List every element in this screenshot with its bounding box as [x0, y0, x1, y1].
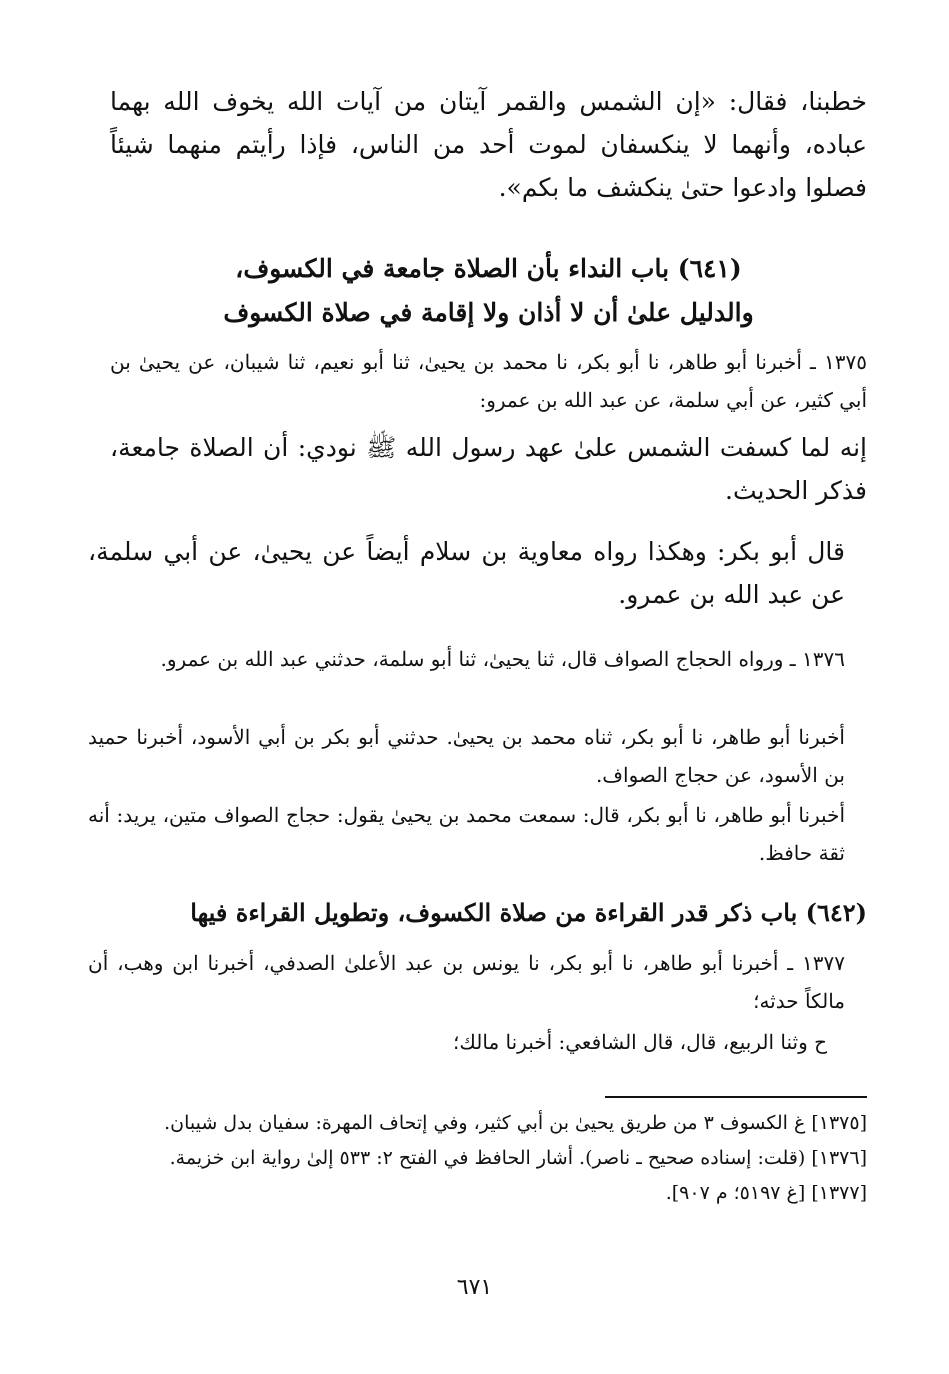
chapter-642-heading: (٦٤٢) باب ذكر قدر القراءة من صلاة الكسوف، وتطويل القراءة فيها [190, 898, 867, 927]
hadith-1377-chain2: ح وثنا الربيع، قال، قال الشافعي: أخبرنا مالك؛ [453, 1030, 827, 1054]
footnote-1377: [١٣٧٧] [غ ٥١٩٧؛ م ٩٠٧]. [665, 1182, 867, 1204]
chapter-641-line2: والدليل علىٰ أن لا أذان ولا إقامة في صلاة الكسوف [223, 298, 754, 327]
abu-bakr-comment: قال أبو بكر: وهكذا رواه معاوية بن سلام أيضاً عن يحيىٰ، عن أبي سلمة، عن عبد الله بن عمرو. [88, 537, 845, 609]
chapter-641-line1: (٦٤١) باب النداء بأن الصلاة جامعة في الكسوف، [235, 254, 742, 283]
footnote-1376: [١٣٧٦] (قلت: إسناده صحيح ـ ناصر). أشار الحافظ في الفتح ٢: ٥٣٣ إلىٰ رواية ابن خزيمة. [169, 1147, 867, 1169]
opening-paragraph: خطبنا، فقال: «إن الشمس والقمر آيتان من آيات الله يخوف الله بهما عباده، وأنهما لا ينكسفان لموت أحد من الناس، فإذا رأيتم منهما شيئاً فصلوا وادعوا حتىٰ ينكشف ما بكم». [110, 87, 867, 202]
footnotes [110, 1106, 867, 1211]
hadith-1376-chain3: أخبرنا أبو طاهر، نا أبو بكر، قال: سمعت محمد بن يحيىٰ يقول: حجاج الصواف متين، يريد: أنه ثقة حافظ. [88, 803, 845, 865]
hadith-1377-isnad: ١٣٧٧ ـ أخبرنا أبو طاهر، نا أبو بكر، نا يونس بن عبد الأعلىٰ الصدفي، أخبرنا ابن وهب، أن مالكاً حدثه؛ [88, 951, 846, 1013]
hadith-1376-chain2: أخبرنا أبو طاهر، نا أبو بكر، ثناه محمد بن يحيىٰ. حدثني أبو بكر بن أبي الأسود، أخبرنا حميد بن الأسود، عن حجاج الصواف. [88, 725, 845, 787]
hadith-1375-isnad: ١٣٧٥ ـ أخبرنا أبو طاهر، نا أبو بكر، نا محمد بن يحيىٰ، ثنا أبو نعيم، ثنا شيبان، عن يحيىٰ بن أبي كثير، عن أبي سلمة، عن عبد الله بن عمرو: [110, 350, 867, 412]
footnote-separator [605, 1096, 867, 1098]
page-number: ٦٧١ [456, 1275, 493, 1300]
chapter-641-heading [110, 247, 867, 335]
footnote-1375: [١٣٧٥] غ الكسوف ٣ من طريق يحيىٰ بن أبي كثير، وفي إتحاف المهرة: سفيان بدل شيبان. [164, 1112, 867, 1134]
hadith-1376-isnad: ١٣٧٦ ـ ورواه الحجاج الصواف قال، ثنا يحيىٰ، ثنا أبو سلمة، حدثني عبد الله بن عمرو. [160, 647, 845, 671]
hadith-1375-matn: إنه لما كسفت الشمس علىٰ عهد رسول الله ﷺ نودي: أن الصلاة جامعة، فذكر الحديث. [110, 433, 867, 505]
